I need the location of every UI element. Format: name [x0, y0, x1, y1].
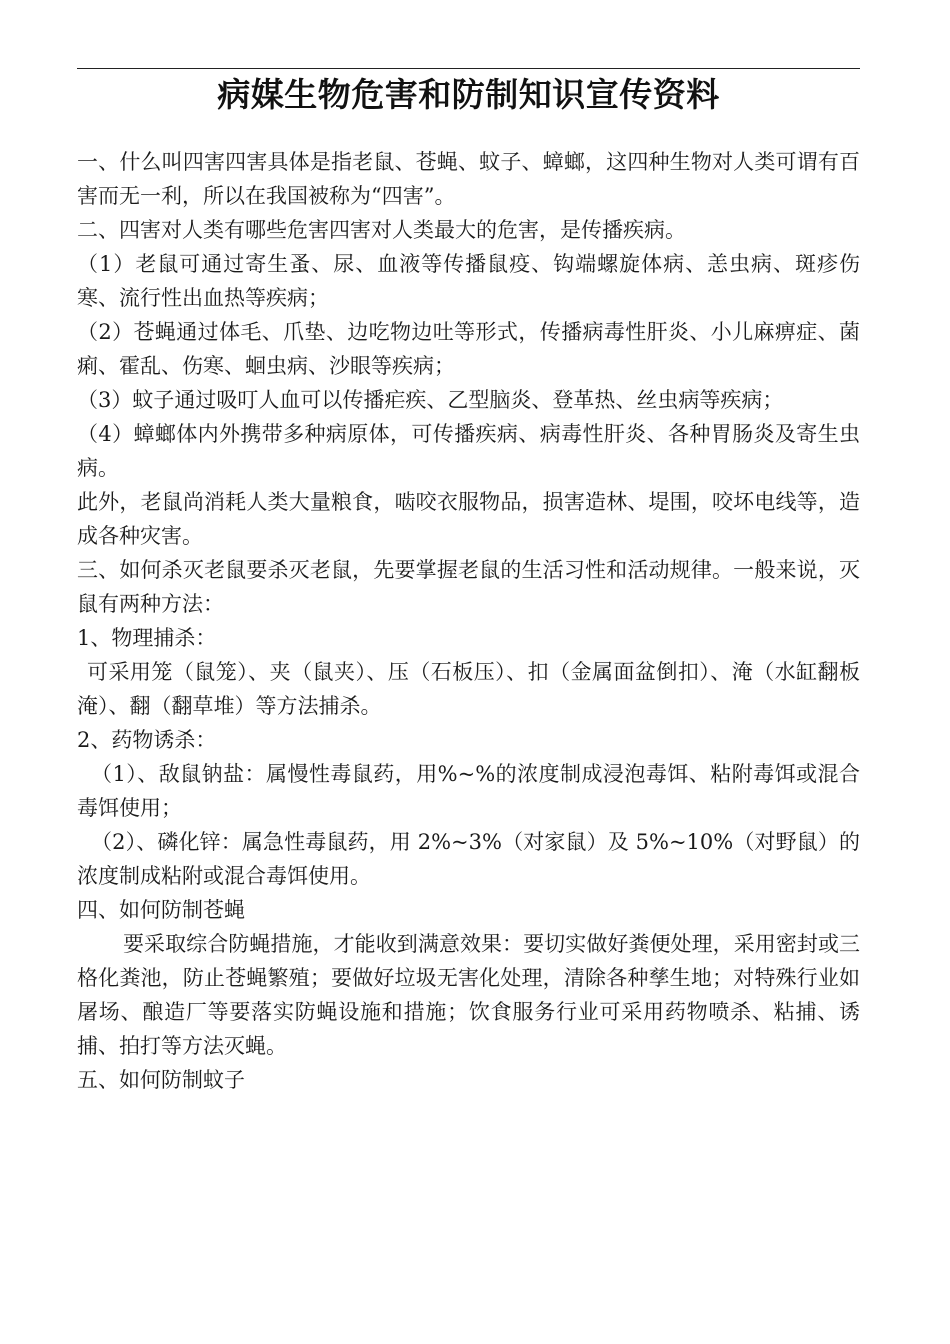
method-chemical-item-2: （2）、磷化锌：属急性毒鼠药，用 2%~3%（对家鼠）及 5%~10%（对野鼠）的浓度制成粘附或混合毒饵使用。: [77, 830, 860, 888]
document-title: 病媒生物危害和防制知识宣传资料: [217, 75, 720, 114]
harm-additional-note: 此外，老鼠尚消耗人类大量粮食，啮咬衣服物品，损害造林、堤围，咬坏电线等，造成各种灾害。: [77, 490, 860, 548]
section-3-kill-rats: 三、如何杀灭老鼠要杀灭老鼠，先要掌握老鼠的生活习性和活动规律。一般来说，灭鼠有两种方法：: [77, 558, 860, 616]
document-body: [77, 145, 860, 1097]
harm-item-cockroaches: （4）蟑螂体内外携带多种病原体，可传播疾病、病毒性肝炎、各种胃肠炎及寄生虫病。: [77, 422, 860, 480]
document-page: [77, 0, 860, 1344]
method-physical-detail: 可采用笼（鼠笼）、夹（鼠夹）、压（石板压）、扣（金属面盆倒扣）、淹（水缸翻板淹）、翻（翻草堆）等方法捕杀。: [77, 660, 860, 718]
header-rule: [77, 68, 860, 69]
fly-control-detail: 要采取综合防蝇措施，才能收到满意效果：要切实做好粪便处理，采用密封或三格化粪池，防止苍蝇繁殖；要做好垃圾无害化处理，清除各种孳生地；对特殊行业如屠场、酿造厂等要落实防蝇设施和措施；饮食服务行业可采用药物喷杀、粘捕、诱捕、拍打等方法灭蝇。: [77, 932, 860, 1058]
section-2-harms-heading: 二、四害对人类有哪些危害四害对人类最大的危害，是传播疾病。: [77, 218, 686, 242]
section-5-mosquito-control: 五、如何防制蚊子: [77, 1068, 245, 1092]
method-chemical-item-1: （1）、敌鼠钠盐：属慢性毒鼠药，用%~%的浓度制成浸泡毒饵、粘附毒饵或混合毒饵使用；: [77, 762, 860, 820]
harm-item-rats: （1）老鼠可通过寄生蚤、尿、血液等传播鼠疫、钩端螺旋体病、恙虫病、斑疹伤寒、流行性出血热等疾病；: [77, 252, 860, 310]
method-physical-heading: 1、物理捕杀：: [77, 626, 217, 650]
section-4-fly-control: 四、如何防制苍蝇: [77, 898, 245, 922]
harm-item-mosquitoes: （3）蚊子通过吸叮人血可以传播疟疾、乙型脑炎、登革热、丝虫病等疾病；: [77, 388, 784, 412]
harm-item-flies: （2）苍蝇通过体毛、爪垫、边吃物边吐等形式，传播病毒性肝炎、小儿麻痹症、菌痢、霍乱、伤寒、蛔虫病、沙眼等疾病；: [77, 320, 860, 378]
section-1-what-are-four-pests: 一、什么叫四害四害具体是指老鼠、苍蝇、蚊子、蟑螂，这四种生物对人类可谓有百害而无一利，所以在我国被称为“四害”。: [77, 150, 860, 208]
method-chemical-heading: 2、药物诱杀：: [77, 728, 217, 752]
